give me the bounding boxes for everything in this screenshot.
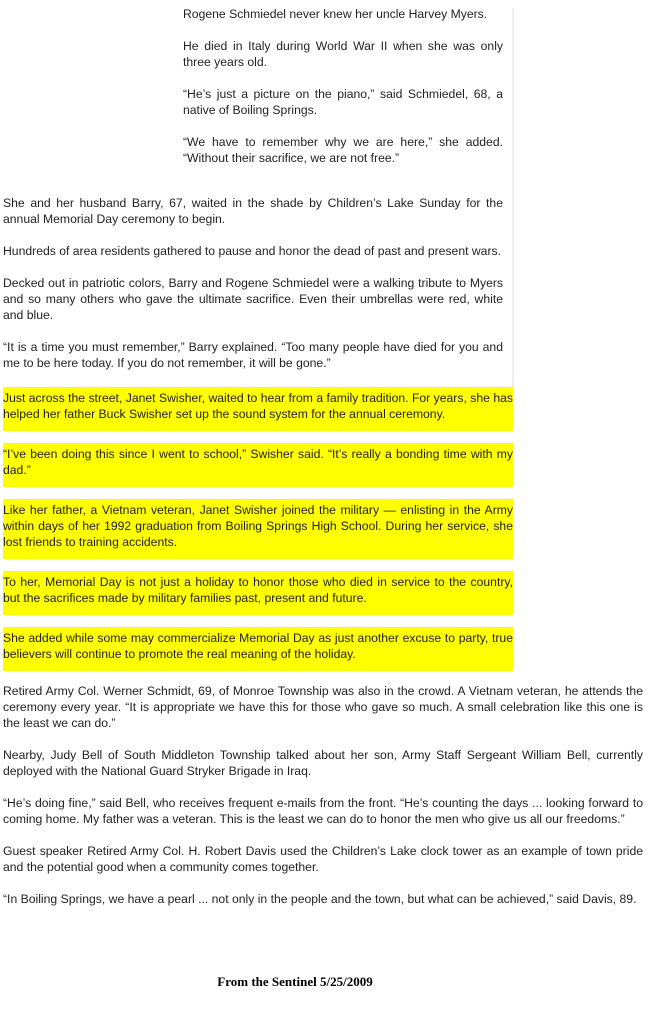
closing-paragraph: Nearby, Judy Bell of South Middleton Township talked about her son, Army Staff Sergeant William Bell, currently deployed with the National Guard Stryker Brigade in Iraq. — [3, 748, 643, 778]
intro-paragraph: “We have to remember why we are here,” she added. “Without their sacrifice, we are not free.” — [183, 135, 503, 165]
body-paragraph: Decked out in patriotic colors, Barry and Rogene Schmiedel were a walking tribute to Myers and so many others who gave the ultimate sacrifice. Even their umbrellas were red, white and blue. — [3, 276, 503, 322]
article-body — [3, 195, 643, 923]
highlighted-paragraph: “I’ve been doing this since I went to school,” Swisher said. “It’s really a bonding time with my dad.” — [3, 443, 513, 487]
closing-paragraph: Retired Army Col. Werner Schmidt, 69, of Monroe Township was also in the crowd. A Vietnam veteran, he attends the ceremony every year. “It is appropriate we have this for those who gave so much. A small celebration like this one is the least we can do.” — [3, 684, 643, 730]
source-credit: From the Sentinel 5/25/2009 — [217, 974, 373, 989]
intro-paragraph: Rogene Schmiedel never knew her uncle Harvey Myers. — [183, 7, 488, 21]
body-paragraph: Hundreds of area residents gathered to pause and honor the dead of past and present wars. — [3, 244, 501, 258]
intro-paragraph: “He’s just a picture on the piano,” said Schmiedel, 68, a native of Boiling Springs. — [183, 87, 503, 117]
closing-paragraph: “In Boiling Springs, we have a pearl ... not only in the people and the town, but what can be achieved,” said Davis, 89. — [3, 892, 637, 906]
highlighted-paragraph: To her, Memorial Day is not just a holiday to honor those who died in service to the country, but the sacrifices made by military families past, present and future. — [3, 571, 513, 615]
body-paragraph: She and her husband Barry, 67, waited in the shade by Children’s Lake Sunday for the annual Memorial Day ceremony to begin. — [3, 196, 503, 226]
body-paragraph: “It is a time you must remember,” Barry explained. “Too many people have died for you and me to be here today. If you do not remember, it will be gone.” — [3, 340, 503, 370]
highlighted-paragraph: Just across the street, Janet Swisher, waited to hear from a family tradition. For years, she has helped her father Buck Swisher set up the sound system for the annual ceremony. — [3, 387, 513, 431]
closing-paragraph: Guest speaker Retired Army Col. H. Robert Davis used the Children’s Lake clock tower as an example of town pride and the potential good when a community comes together. — [3, 844, 643, 874]
closing-paragraph: “He’s doing fine,” said Bell, who receives frequent e-mails from the front. “He’s counting the days ... looking forward to coming home. My father was a veteran. This is the least we can do to honor the men who give us all our freedoms.” — [3, 796, 643, 826]
highlighted-paragraph: She added while some may commercialize Memorial Day as just another excuse to party, true believers will continue to promote the real meaning of the holiday. — [3, 627, 513, 671]
intro-paragraph: He died in Italy during World War II when she was only three years old. — [183, 39, 503, 69]
highlighted-paragraph: Like her father, a Vietnam veteran, Janet Swisher joined the military — enlisting in the Army within days of her 1992 graduation from Boiling Springs High School. During her service, she lost friends to training accidents. — [3, 499, 513, 559]
intro-column — [183, 6, 503, 182]
